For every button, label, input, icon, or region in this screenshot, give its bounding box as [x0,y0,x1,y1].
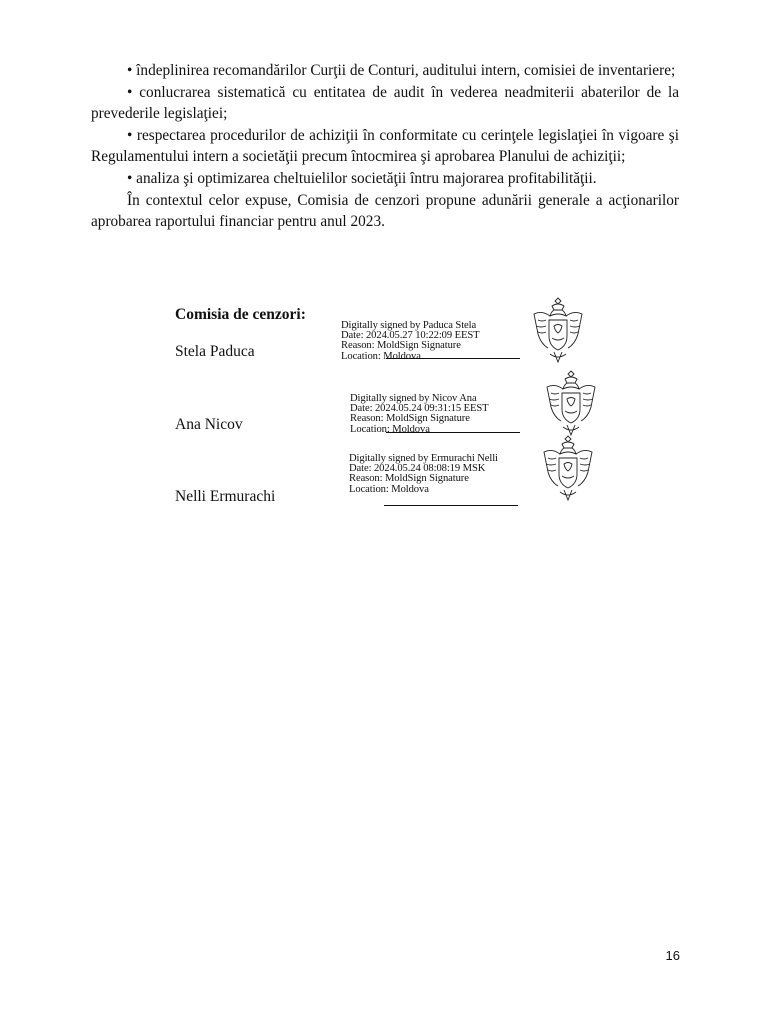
digital-signature-stamp[interactable] [349,454,527,495]
page-number: 16 [665,948,680,963]
signature-location: Location: Moldova [350,423,430,435]
conclusion-paragraph: În contextul celor expuse, Comisia de cenzori propune adunării generale a acţionarilor aprobarea raportului financiar pentru anul 2023. [91,191,679,231]
bullet-paragraph: • conlucrarea sistematică cu entitatea de audit în vederea neadmiterii abaterilor de la prevederile legislaţiei; [91,83,679,123]
signature-signed-by: Digitally signed by Paduca Stela [341,320,477,331]
signature-reason: Reason: MoldSign Signature [349,473,469,485]
signature-location: Location: Moldova [349,483,429,495]
signature-reason: Reason: MoldSign Signature [350,413,470,425]
signer-name: Stela Paduca [175,343,255,360]
moldova-coat-of-arms-icon [540,432,596,504]
digital-signature-stamp[interactable] [350,394,528,435]
bullet-paragraph: • respectarea procedurilor de achiziţii în conformitate cu cerinţele legislaţiei în vigoare şi Regulamentului intern a societăţii precum întocmirea şi aprobarea Planului de achiziţii; [91,126,679,166]
signature-signed-by: Digitally signed by Ermurachi Nelli [349,453,498,464]
committee-heading: Comisia de cenzori: [175,306,306,323]
signature-line [386,358,520,359]
signature-line [384,505,518,506]
bullet-paragraph: • îndeplinirea recomandărilor Curţii de Conturi, auditului intern, comisiei de inventariere; [127,62,676,79]
signature-reason: Reason: MoldSign Signature [341,340,461,352]
signature-date: Date: 2024.05.24 09:31:15 EEST [350,403,489,415]
bullet-paragraph: • analiza şi optimizarea cheltuielilor societăţii întru majorarea profitabilităţii. [127,169,597,187]
moldova-coat-of-arms-icon [530,294,586,366]
signer-name: Ana Nicov [175,416,243,433]
moldova-coat-of-arms-icon [543,367,599,439]
signature-location: Location: Moldova [341,350,421,362]
signature-signed-by: Digitally signed by Nicov Ana [350,393,477,404]
signature-date: Date: 2024.05.27 10:22:09 EEST [341,330,480,342]
signature-date: Date: 2024.05.24 08:08:19 MSK [349,463,486,475]
signature-line [386,432,520,433]
signer-name: Nelli Ermurachi [175,488,276,505]
digital-signature-stamp[interactable] [341,321,519,362]
